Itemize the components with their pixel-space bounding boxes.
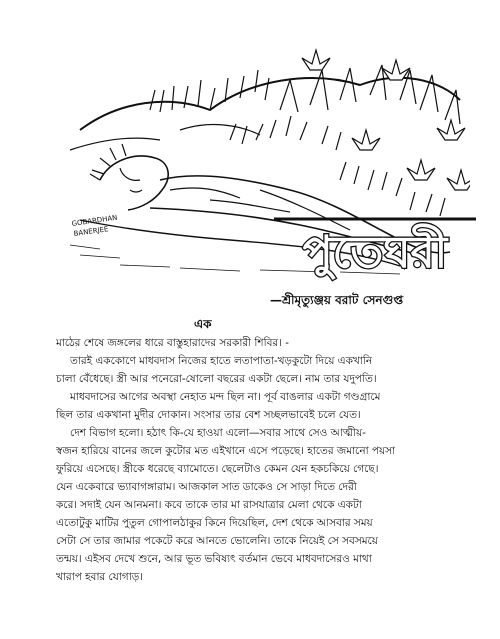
paragraph-line: যেন একেবারে ভ্যাবাগঙ্গারাম। আজকাল সাত ডাকেও সে সাড়া দিতে দেরী	[56, 481, 357, 493]
svg-text:BANERJEE: BANERJEE	[73, 225, 109, 238]
paragraph-line: ফুরিয়ে এসেছে। স্ত্রীকে ধরেছে ব্যামোতে। ছেলেটাও কেমন যেন হকচকিয়ে গেছে।	[56, 463, 379, 475]
chapter-heading: এক	[194, 317, 212, 331]
paragraph-line: ছিল তার একখানা মুদীর দোকান। সংসার তার বেশ সচ্ছলভাবেই চলে যেত।	[56, 409, 361, 421]
paragraph-line: মাঠের শেষে জঙ্গলের ধারে বাস্তুহারাদের সরকারী শিবির। -	[56, 337, 289, 349]
svg-text:পুতেঘরী: পুতেঘরী	[302, 227, 448, 278]
paragraph-line: দেশ বিভাগ হলো। হঠাৎ কি-যে হাওয়া এলো—সবার সাথে সেও আত্মীয়-	[70, 427, 366, 439]
paragraph-line: চালা বেঁধেছে। স্ত্রী আর পনেরো-ষোলো বছরের একটা ছেলে। নাম তার যদুপতি।	[56, 373, 377, 385]
svg-text:GOBARDHAN: GOBARDHAN	[71, 213, 118, 228]
paragraph-line: মাধবদাসের আগের অবস্থা নেহাত মন্দ ছিল না। পূর্ব বাঙলার একটা গণ্ডগ্রামে	[70, 391, 381, 403]
author-byline: —শ্রীমৃত্যুঞ্জয় বরাট সেনগুপ্ত	[270, 293, 404, 307]
paragraph-line: খারাপ হবার যোগাড়।	[56, 571, 143, 583]
paragraph-line: সেটা সে তার জামার পকেটে করে আনতে ভোলেনি। তাকে নিয়েই সে সবসময়ে	[56, 535, 378, 547]
paragraph-line: তন্ময়। এইসব দেখে শুনে, আর ভূত ভবিষ্যৎ বর্তমান ভেবে মাধবদাসেরও মাথা	[56, 553, 372, 565]
paragraph-line: স্বজন হারিয়ে বানের জলে কুটোর মত এইখানে এসে পড়েছে। হাতের জমানো পয়সা	[56, 445, 396, 457]
paragraph-line: তারই এককোণে মাধবদাস নিজের হাতে লতাপাতা-খড়কুটো দিয়ে একখানি	[70, 355, 373, 367]
paragraph-line: করে। সদাই যেন আনমনা। কবে তাকে তার মা রাসযাত্রার মেলা থেকে একটা	[56, 499, 362, 511]
story-title-lettering	[270, 205, 480, 295]
paragraph-line: এতোটুকু মাটির পুতুল গোপালঠাকুর কিনে দিয়েছিল, দেশ থেকে আসবার সময়	[56, 517, 373, 529]
